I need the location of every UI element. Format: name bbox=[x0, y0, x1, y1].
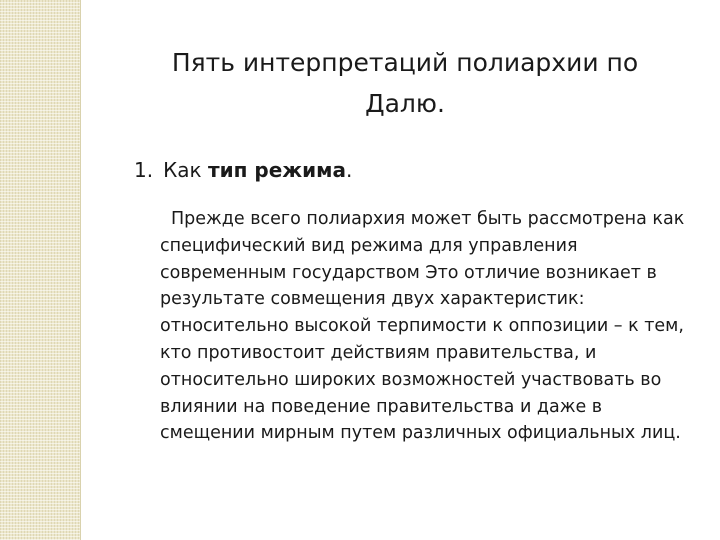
list-item-1 bbox=[134, 154, 674, 186]
item-lead-text: Как bbox=[163, 158, 208, 182]
item-number: 1. bbox=[134, 158, 154, 182]
decorative-sidebar bbox=[0, 0, 80, 540]
item-emphasis-text: тип режима bbox=[208, 158, 347, 182]
sidebar-divider bbox=[80, 0, 81, 540]
body-paragraph: Прежде всего полиархия может быть рассмотрена как специфический вид режима для управления современным государством Это отличие возникает в результате совмещения двух характеристик: относительно высокой терпимости к оппозиции – к тем, кто противостоит действиям правительства, и относительно широких возможностей участвовать во влиянии на поведение правительства и даже в смещении мирным путем различных официальных лиц. bbox=[160, 209, 685, 444]
item-end-text: . bbox=[346, 158, 353, 182]
slide-title: Пять интерпретаций полиархии по Далю. bbox=[171, 48, 639, 118]
